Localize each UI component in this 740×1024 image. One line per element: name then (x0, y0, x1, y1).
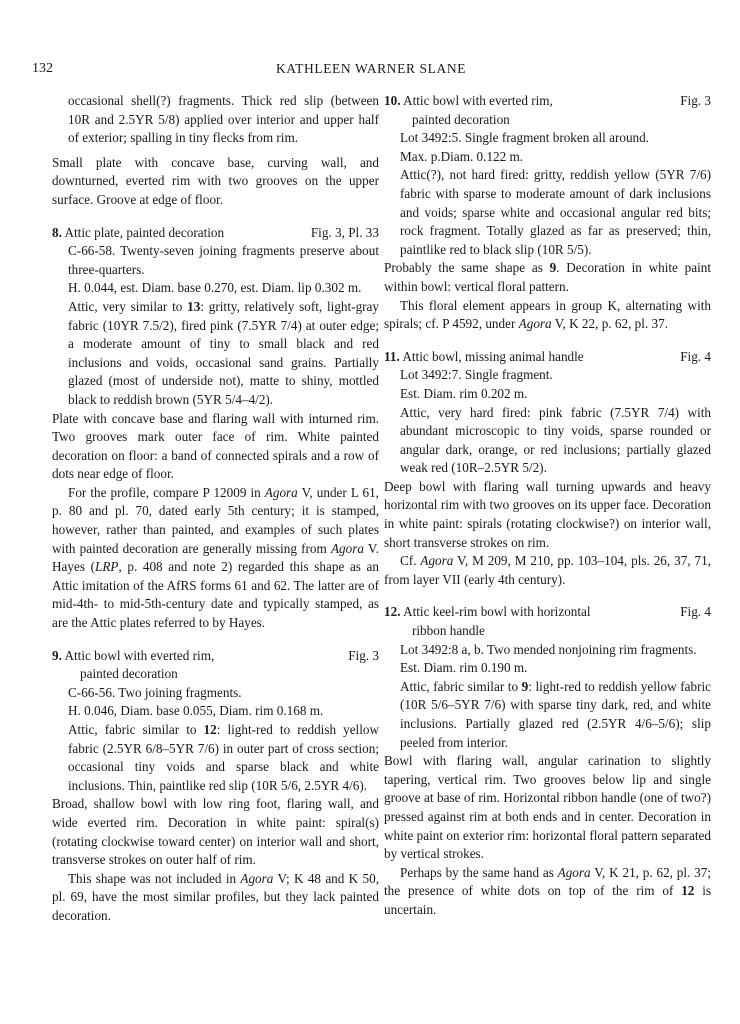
paragraph: This floral element appears in group K, alternating with spirals; cf. P 4592, under Agora V, K 22, p. 62, pl. 37. (384, 297, 711, 332)
entry-details (384, 129, 711, 259)
paragraph: This shape was not included in Agora V; K 48 and K 50, pl. 69, have the most similar profiles, but they lack painted decoration. (52, 870, 380, 923)
entry-title-cont: painted decoration (80, 666, 178, 682)
paragraph: Perhaps by the same hand as Agora V, K 21, p. 62, pl. 37; the presence of white dots on top of the rim of 12 is uncertain. (384, 864, 712, 917)
paragraph: Broad, shallow bowl with low ring foot, flaring wall, and wide everted rim. Decoration in white paint: spiral(s) (rotating clockwise toward center) on interior wall and short, transverse strokes on outer half of rim. (52, 796, 379, 868)
fabric-description: Attic, fabric similar to 9: light-red to reddish yellow fabric (10R 5/6–5YR 7/6) with sparse tiny dark, red, and white inclusions. Partially glazed red (2.5YR 4/6–5/6); slip peeled from interior. (400, 678, 712, 750)
dimensions-line: Est. Diam. rim 0.202 m. (400, 385, 528, 401)
fabric-description: Attic, very hard fired: pink fabric (7.5YR 7/4) with abundant microscopic to tiny voids, sparse rounded or angular dark, orange, or red inclusions; partially glazed weak red (10R–2.5YR 5/2). (400, 404, 711, 476)
paragraph: Deep bowl with flaring wall turning upwards and heavy horizontal rim with two grooves on its upper face. Decoration in white paint: spirals (rotating clockwise?) on interior wall, short transverse strokes on rim. (384, 478, 711, 550)
dimensions-line: H. 0.044, est. Diam. base 0.270, est. Diam. lip 0.302 m. (68, 280, 362, 296)
paragraph: For the profile, compare P 12009 in Agora V, under L 61, p. 80 and pl. 70, dated early 5th century; it is stamped, however, rather than painted, and examples of such plates with painted decoration are generally missing from Agora V. Hayes (LRP, p. 408 and note 2) regarded this shape as an Attic imitation of the AfRS forms 61 and 62. The latter are of mid-4th- to mid-5th-century date and typically stamped, as are the Attic plates referred to by Hayes. (52, 484, 379, 631)
figure-reference: Fig. 4 (680, 604, 711, 620)
dimensions-line: Max. p.Diam. 0.122 m. (400, 148, 524, 164)
entry-heading (52, 224, 379, 243)
inventory-line: C-66-58. Twenty-seven joining fragments preserve about three-quarters. (68, 243, 379, 277)
figure-reference: Fig. 3 (348, 647, 379, 663)
entry-title: Attic bowl, missing animal handle (402, 348, 584, 364)
entry-title-cont: painted decoration (412, 111, 510, 127)
entry-title: Attic keel-rim bowl with horizontal (403, 604, 591, 620)
catalogue-entry-10 (384, 92, 711, 334)
catalogue-ref: 12 (203, 722, 217, 737)
catalogue-entry-9 (52, 647, 379, 926)
continued-text: occasional shell(?) fragments. Thick red slip (between 10R and 2.5YR 5/8) applied over interior and upper half of exterior; spalling in tiny flecks from rim. (68, 93, 379, 146)
entry-number: 12. (384, 604, 401, 620)
paragraph: Cf. Agora V, M 209, M 210, pp. 103–104, pls. 26, 37, 71, from layer VII (early 4th century). (384, 553, 711, 587)
inventory-line: Lot 3492:7. Single fragment. (400, 367, 553, 383)
figure-reference: Fig. 3 (680, 93, 711, 108)
entry-heading (384, 348, 711, 367)
entry-number: 11. (384, 348, 400, 364)
entry-number: 8. (52, 224, 62, 240)
entry-heading (384, 92, 711, 129)
dimensions-line: Est. Diam. rim 0.190 m. (400, 660, 528, 676)
paragraph: Probably the same shape as 9. Decoration in white paint within bowl: vertical floral pattern. (384, 260, 711, 294)
entry-details (384, 641, 711, 753)
inventory-line: Lot 3492:5. Single fragment broken all around. (400, 130, 650, 146)
catalogue-ref: 13 (187, 298, 201, 314)
fabric-description: Attic(?), not hard fired: gritty, reddish yellow (5YR 7/6) fabric with sparse to moderate amount of dark inclusions and voids; sparse white and occasional angular red bits; rock fragment. Totally glazed as far as preserved; thin, paintlike red to black slip (10R 5/5). (400, 167, 711, 257)
paragraph: Bowl with flaring wall, angular carination to slightly tapering, vertical rim. Two grooves below lip and single groove at base of rim. Horizontal ribbon handle (one of two?) pressed against rim at both ends and in center. Decoration in white paint on exterior rim: horizontal floral pattern separated by vertical strokes. (384, 753, 711, 862)
page-number: 132 (32, 61, 53, 76)
fabric-description: Attic, fabric similar to 12: light-red to reddish yellow fabric (2.5YR 6/8–5YR 7/6) in outer part of cross section; occasional tiny voids and sparse black and white inclusions. Thin, paintlike red slip (10R 5/6, 2.5YR 4/6). (68, 722, 379, 793)
entry-details (52, 242, 379, 409)
catalogue-entry-8 (52, 224, 379, 633)
paragraph: Small plate with concave base, curving wall, and downturned, everted rim with two grooves on the upper surface. Groove at edge of floor. (52, 154, 379, 207)
dimensions-line: H. 0.046, Diam. base 0.055, Diam. rim 0.168 m. (68, 703, 324, 719)
figure-reference: Fig. 3, Pl. 33 (310, 224, 379, 240)
entry-heading (52, 647, 379, 684)
inventory-line: C-66-56. Two joining fragments. (68, 684, 242, 700)
catalogue-entry-11 (384, 348, 711, 590)
running-head: KATHLEEN WARNER SLANE (275, 61, 467, 76)
paragraph: Plate with concave base and flaring wall with inturned rim. Two grooves mark outer face of rim. White painted decoration on floor: a band of connected spirals and a row of dots near edge of floor. (52, 410, 379, 482)
catalogue-ref: 9 (521, 678, 529, 694)
continued-entry-details (52, 92, 379, 148)
entry-details (52, 684, 379, 796)
catalogue-entry-12 (384, 603, 711, 919)
left-column (52, 92, 379, 926)
fabric-description: Attic, very similar to 13: gritty, relatively soft, light-gray fabric (10YR 7.5/2), fired pink (7.5YR 7/4) at outer edge; a moderate amount of tiny to small black and red inclusions and voids, occasional sand grains. Partially glazed (most of underside not), matte to shiny, mottled black to reddish brown (5YR 5/4–4/2). (68, 298, 379, 407)
entry-title: Attic plate, painted decoration (64, 224, 225, 240)
inventory-line: Lot 3492:8 a, b. Two mended nonjoining rim fragments. (400, 641, 697, 657)
entry-number: 9. (52, 647, 62, 663)
page-header (32, 60, 710, 80)
entry-heading (384, 603, 711, 640)
entry-title: Attic bowl with everted rim, (64, 647, 215, 663)
entry-details (384, 366, 711, 478)
figure-reference: Fig. 4 (680, 348, 711, 364)
entry-title: Attic bowl with everted rim, (403, 93, 553, 108)
entry-number: 10. (384, 93, 401, 108)
right-column (384, 92, 711, 920)
entry-title-cont: ribbon handle (412, 623, 485, 639)
